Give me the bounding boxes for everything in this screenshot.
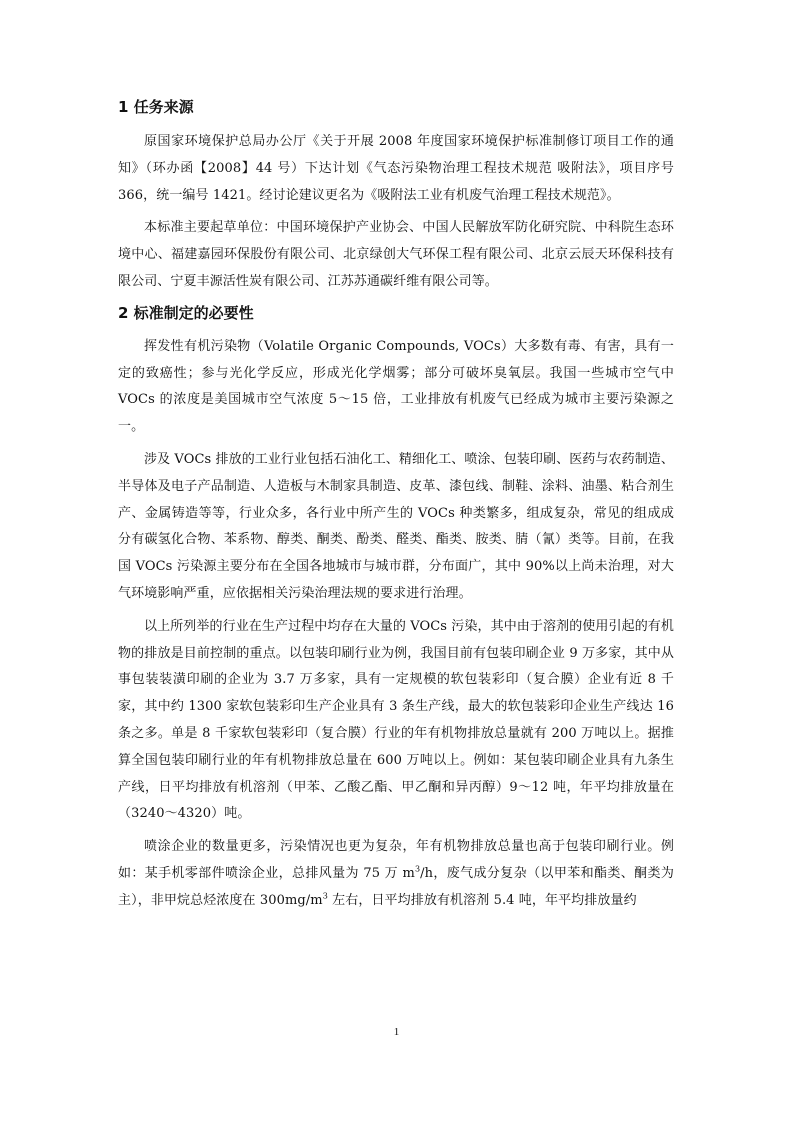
paragraph — [118, 834, 674, 914]
text-run: 喷涂企业的数量更多，污染情况也更为复杂，年有机物排放总量也高于包装印刷行业。例如：某手机零部件喷涂企业，总排风量为 75 万 m — [118, 839, 674, 881]
paragraph: 以上所列举的行业在生产过程中均存在大量的 VOCs 污染，其中由于溶剂的使用引起的有机物的排放是目前控制的重点。以包装印刷行业为例，我国目前有包装印刷企业 9 万多家，其中从事包装装潢印刷的企业为 3.7 万多家，具有一定规模的软包装彩印（复合膜）企业有近 8 千家，其中约 1300 家软包装彩印生产企业具有 3 条生产线，最大的软包装彩印企业生产线达 16 条之多。单是 8 千家软包装彩印（复合膜）行业的年有机物排放总量就有 200 万吨以上。据推算全国包装印刷行业的年有机物排放总量在 600 万吨以上。例如：某包装印刷企业具有九条生产线，日平均排放有机溶剂（甲苯、乙酸乙酯、甲乙酮和异丙醇）9～12 吨，年平均排放量在（3240～4320）吨。 — [118, 618, 675, 822]
page-number: 1 — [393, 1026, 400, 1038]
section-heading-necessity: 2 标准制定的必要性 — [118, 303, 254, 322]
superscript: 3 — [414, 864, 421, 874]
text-run: 左右，日平均排放有机溶剂 5.4 吨，年平均排放量约 — [327, 892, 637, 908]
section-heading-task-source: 1 任务来源 — [118, 98, 194, 116]
paragraph: 挥发性有机污染物（Volatile Organic Compounds, VOCs）大多数有毒、有害，具有一定的致癌性；参与光化学反应，形成光化学烟雾；部分可破坏臭氧层。我国一些城市空气中 VOCs 的浓度是美国城市空气浓度 5～15 倍，工业排放有机废气已经成为城市主要污染源之一。 — [118, 338, 674, 435]
superscript: 3 — [322, 891, 328, 901]
paragraph: 原国家环境保护总局办公厅《关于开展 2008 年度国家环境保护标准制修订项目工作的通知》（环办函【2008】44 号）下达计划《气态污染物治理工程技术规范 吸附法》，项目序号 366，统一编号 1421。经讨论建议更名为《吸附法工业有机废气治理工程技术规范》。 — [118, 134, 674, 203]
text-run: /h，废气成分复杂（以甲苯和酯类、酮类为主），非甲烷总烃浓度在 300mg/m — [118, 865, 674, 908]
paragraph: 本标准主要起草单位：中国环境保护产业协会、中国人民解放军防化研究院、中科院生态环境中心、福建嘉园环保股份有限公司、北京绿创大气环保工程有限公司、北京云辰天环保科技有限公司、宁夏丰源活性炭有限公司、江苏苏通碳纤维有限公司等。 — [118, 220, 674, 289]
paragraph: 涉及 VOCs 排放的工业行业包括石油化工、精细化工、喷涂、包装印刷、医药与农药制造、半导体及电子产品制造、人造板与木制家具制造、皮革、漆包线、制鞋、涂料、油墨、粘合剂生产、金属铸造等等，行业众多，各行业中所产生的 VOCs 种类繁多，组成复杂，常见的组成成分有碳氢化合物、苯系物、醇类、酮类、酚类、醛类、酯类、胺类、腈（氰）类等。目前，在我国 VOCs 污染源主要分布在全国各地城市与城市群，分布面广，其中 90%以上尚未治理，对大气环境影响严重，应依据相关污染治理法规的要求进行治理。 — [118, 451, 675, 601]
page-content — [118, 96, 674, 921]
